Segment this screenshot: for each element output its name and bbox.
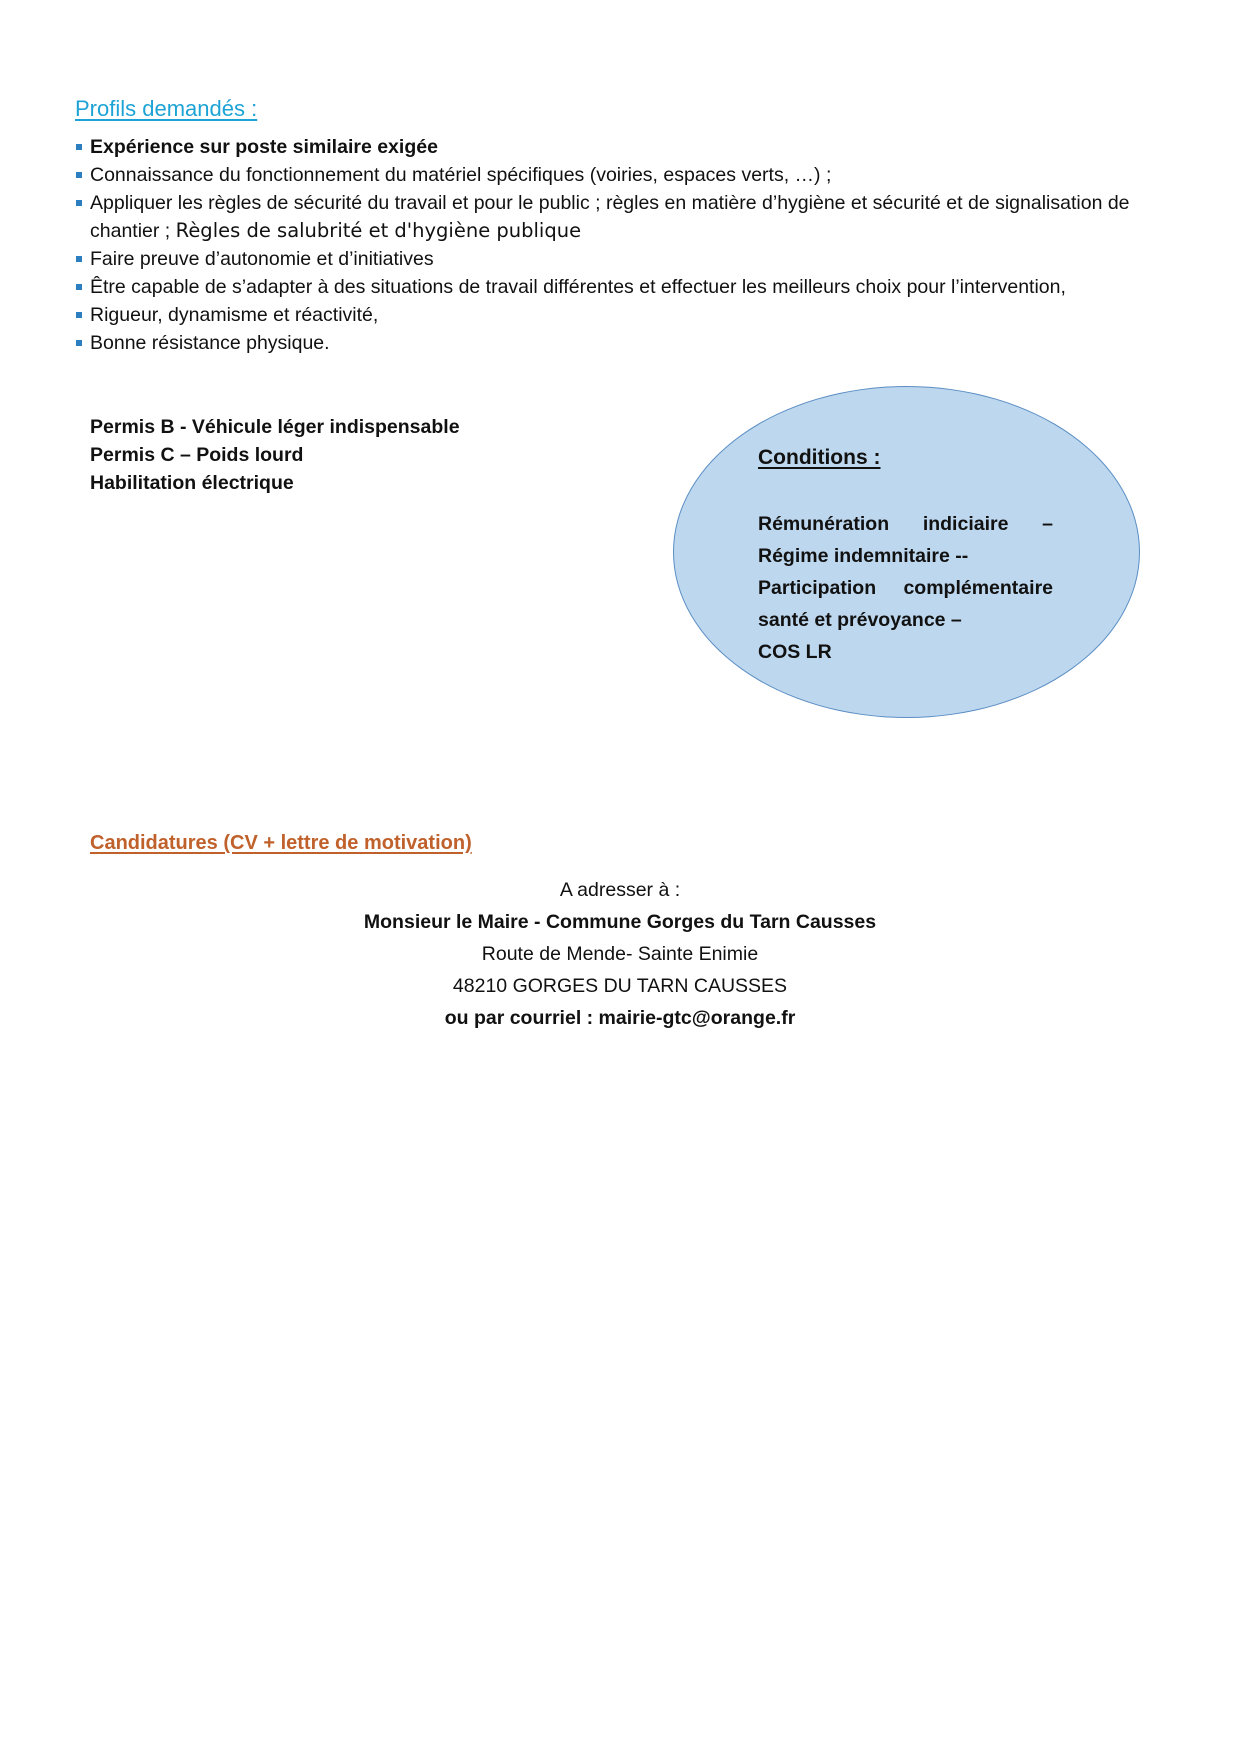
address-intro: A adresser à : (559, 879, 681, 901)
square-bullet-icon (76, 340, 82, 346)
permit-c: Permis C – Poids lourd (90, 444, 304, 466)
square-bullet-icon (76, 312, 82, 318)
requirement-text: Être capable de s’adapter à des situations de travail différentes et effectuer les meilleurs choix pour l’intervention, (90, 276, 1066, 298)
square-bullet-icon (76, 144, 82, 150)
conditions-title: Conditions : (758, 446, 881, 469)
requirements-list (74, 133, 1184, 357)
requirement-item (74, 301, 1184, 329)
requirement-text: Expérience sur poste similaire exigée (90, 136, 438, 158)
requirement-item (74, 273, 1184, 301)
permits-block (90, 413, 460, 497)
requirement-item (74, 161, 1184, 189)
requirement-text: Connaissance du fonctionnement du matériel spécifiques (voiries, espaces verts, …) ; (90, 164, 832, 186)
address-email-line: ou par courriel : mairie-gtc@orange.fr (444, 1007, 796, 1029)
requirement-item (74, 189, 1184, 245)
conditions-text (758, 508, 1053, 668)
candidatures-heading: Candidatures (CV + lettre de motivation) (90, 832, 472, 854)
requirement-text: Faire preuve d’autonomie et d’initiatives (90, 248, 434, 270)
address-city: 48210 GORGES DU TARN CAUSSES (452, 975, 788, 997)
requirement-text: Rigueur, dynamisme et réactivité, (90, 304, 379, 326)
square-bullet-icon (76, 172, 82, 178)
condition-line: Régime indemnitaire -- (758, 545, 969, 567)
requirement-item (74, 329, 1184, 357)
square-bullet-icon (76, 200, 82, 206)
condition-line: COS LR (758, 641, 832, 663)
square-bullet-icon (76, 284, 82, 290)
permit-b: Permis B - Véhicule léger indispensable (90, 416, 460, 438)
address-recipient: Monsieur le Maire - Commune Gorges du Tarn Causses (363, 911, 877, 933)
condition-line: Participation complémentaire (758, 577, 1053, 599)
square-bullet-icon (76, 256, 82, 262)
requirement-text: Bonne résistance physique. (90, 332, 330, 354)
condition-line: santé et prévoyance – (758, 609, 962, 631)
profils-heading: Profils demandés : (75, 96, 258, 121)
requirement-text-extra: Règles de salubrité et d'hygiène publique (175, 219, 582, 242)
requirement-item (74, 245, 1184, 273)
address-block (220, 874, 1020, 1034)
requirement-item (74, 133, 1184, 161)
condition-line: Rémunération indiciaire – (758, 513, 1053, 535)
requirement-text: Appliquer les règles de sécurité du travail et pour le public ; règles en matière d’hygiène et sécurité et de signalisation de chantier ; (90, 192, 1130, 242)
electrical-clearance: Habilitation électrique (90, 472, 294, 494)
address-street: Route de Mende- Sainte Enimie (481, 943, 759, 965)
